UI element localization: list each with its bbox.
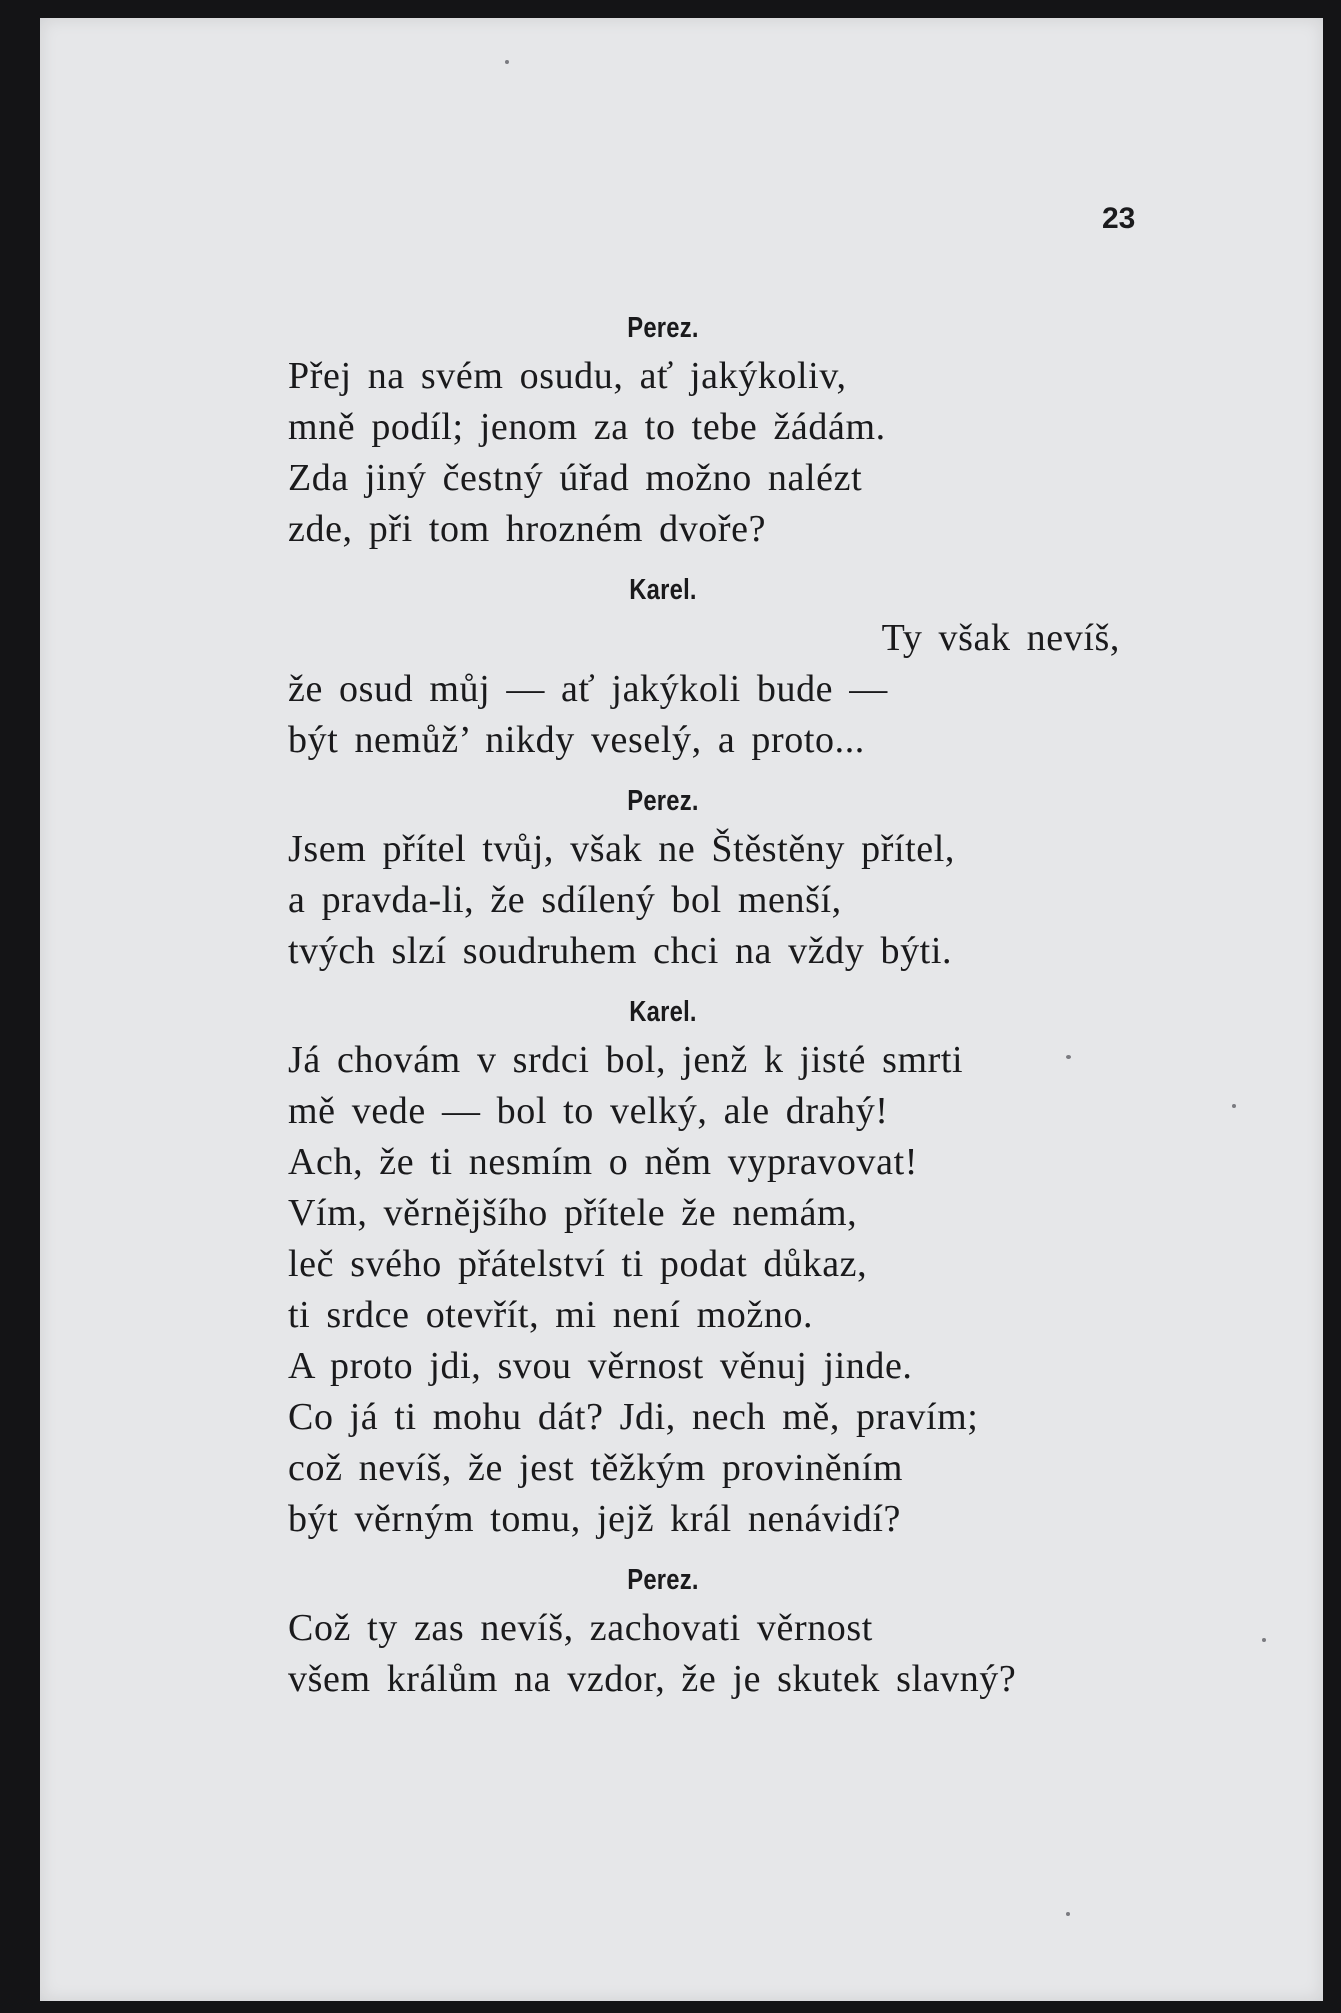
section-gap (288, 555, 1128, 567)
verse-line: Vím, věrnějšího přítele že nemám, (288, 1192, 858, 1234)
speaker-name: Perez. (627, 1564, 699, 1596)
verse-line: zde, při tom hrozném dvoře? (288, 508, 767, 550)
speaker-name: Karel. (629, 574, 697, 606)
verse-line: Ach, že ti nesmím o něm vypravovat! (288, 1141, 919, 1183)
section-gap (288, 766, 1128, 778)
paper-page (40, 18, 1323, 2001)
speaker-name: Perez. (627, 312, 699, 344)
verse-line: Což ty zas nevíš, zachovati věrnost (288, 1607, 873, 1649)
section-gap (288, 1545, 1128, 1557)
scan-speck (1066, 1912, 1070, 1916)
verse-line: což nevíš, že jest těžkým proviněním (288, 1447, 904, 1489)
scan-speck (1066, 1055, 1071, 1059)
scan-speck (1262, 1638, 1266, 1642)
speaker-name: Karel. (629, 996, 697, 1028)
verse-line: Já chovám v srdci bol, jenž k jisté smrti (288, 1039, 964, 1081)
verse-line: být věrným tomu, jejž král nenávidí? (288, 1498, 901, 1540)
verse-line: mě vede — bol to velký, ale drahý! (288, 1090, 889, 1132)
verse-line: Co já ti mohu dát? Jdi, nech mě, pravím; (288, 1396, 979, 1438)
verse-line: tvých slzí soudruhem chci na vždy býti. (288, 930, 953, 972)
speaker-name: Perez. (627, 785, 699, 817)
verse-line: Jsem přítel tvůj, však ne Štěstěny přítel, (288, 828, 955, 870)
verse-line: že osud můj — ať jakýkoli bude — (288, 668, 888, 710)
verse-line: všem králům na vzdor, že je skutek slavný? (288, 1658, 1017, 1700)
verse-line: mně podíl; jenom za to tebe žádám. (288, 406, 886, 448)
verse-line: Ty však nevíš, (881, 617, 1120, 659)
verse-line: leč svého přátelství ti podat důkaz, (288, 1243, 868, 1285)
verse-line: Zda jiný čestný úřad možno nalézt (288, 457, 863, 499)
scan-speck (1232, 1104, 1236, 1108)
scan-speck (505, 60, 509, 64)
verse-line: ti srdce otevřít, mi není možno. (288, 1294, 814, 1336)
verse-line: být nemůž’ nikdy veselý, a proto... (288, 719, 865, 761)
page-number: 23 (1102, 202, 1136, 235)
verse-line: Přej na svém osudu, ať jakýkoliv, (288, 355, 847, 397)
dialogue-text (288, 305, 1128, 1705)
verse-line: A proto jdi, svou věrnost věnuj jinde. (288, 1345, 913, 1387)
section-gap (288, 977, 1128, 989)
verse-line: a pravda-li, že sdílený bol menší, (288, 879, 842, 921)
